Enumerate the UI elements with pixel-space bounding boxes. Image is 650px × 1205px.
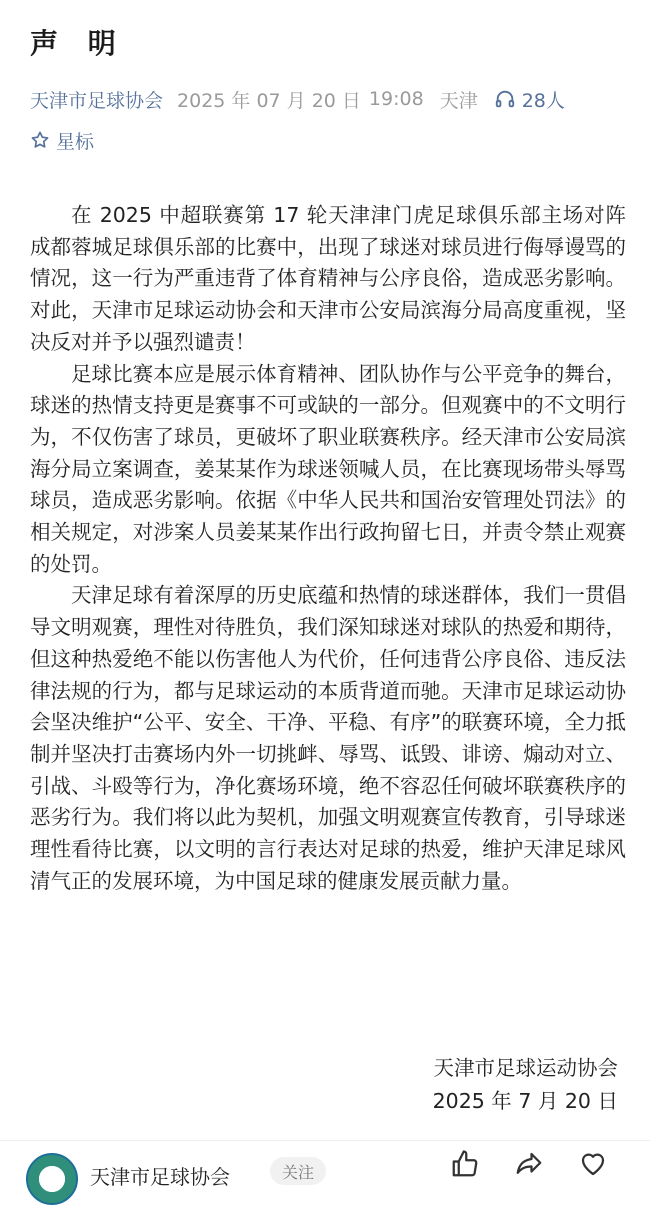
signature-org: 天津市足球运动协会 <box>433 1056 618 1080</box>
star-label: 星标 <box>56 130 95 153</box>
star-icon <box>30 130 50 150</box>
star-button[interactable] <box>30 127 94 153</box>
page-title: 声 明 <box>30 27 126 60</box>
heart-icon[interactable] <box>578 1149 608 1179</box>
bottom-account-name[interactable]: 天津市足球协会 <box>90 1165 230 1189</box>
article-paragraph: 足球比赛本应是展示体育精神、团队协作与公平竞争的舞台，球迷的热情支持更是赛事不可或缺的一部分。但观赛中的不文明行为，不仅伤害了球员，更破坏了职业联赛秩序。经天津市公安局滨海分局立案调查，姜某某作为球迷领喊人员，在比赛现场带头辱骂球员，造成恶劣影响。依据《中华人民共和国治安管理处罚法》的相关规定，对涉案人员姜某某作出行政拘留七日，并责令禁止观赛的处罚。 <box>30 361 626 576</box>
listen-count: 28人 <box>521 89 565 112</box>
article-meta <box>30 86 565 112</box>
article-paragraph: 在 2025 中超联赛第 17 轮天津津门虎足球俱乐部主场对阵成都蓉城足球俱乐部的比赛中，出现了球迷对球员进行侮辱谩骂的情况，这一行为严重违背了体育精神与公序良俗，造成恶劣影响。对此，天津市足球运动协会和天津市公安局滨海分局高度重视，坚决反对并予以强烈谴责！ <box>30 203 626 354</box>
publish-location: 天津 <box>439 89 478 112</box>
bottom-bar <box>0 1140 650 1189</box>
signature-date: 2025 年 7 月 20 日 <box>432 1089 618 1113</box>
share-icon[interactable] <box>514 1149 544 1179</box>
publish-time: 19:08 <box>368 88 424 110</box>
article-paragraph: 天津足球有着深厚的历史底蕴和热情的球迷群体，我们一贯倡导文明观赛，理性对待胜负，我们深知球迷对球队的热爱和期待，但这种热爱绝不能以伤害他人为代价，任何违背公序良俗、违反法律法规的行为，都与足球运动的本质背道而驰。天津市足球运动协会坚决维护“公平、安全、干净、平稳、有序”的联赛环境，全力抵制并坚决打击赛场内外一切挑衅、辱骂、诋毁、诽谤、煽动对立、引战、斗殴等行为，净化赛场环境，绝不容忍任何破坏联赛秩序的恶劣行为。我们将以此为契机，加强文明观赛宣传教育，引导球迷理性看待比赛，以文明的言行表达对足球的热爱，维护天津足球风清气正的发展环境，为中国足球的健康发展贡献力量。 <box>30 583 626 893</box>
like-icon[interactable] <box>450 1149 480 1179</box>
account-link[interactable]: 天津市足球协会 <box>30 89 164 112</box>
avatar[interactable] <box>26 1153 78 1205</box>
listen-button[interactable] <box>494 86 565 113</box>
article-body <box>30 200 626 897</box>
headphones-icon <box>494 88 516 110</box>
publish-date: 2025 年 07 月 20 日 <box>177 89 361 112</box>
follow-button[interactable]: 关注 <box>270 1157 326 1185</box>
signature <box>433 1052 618 1118</box>
